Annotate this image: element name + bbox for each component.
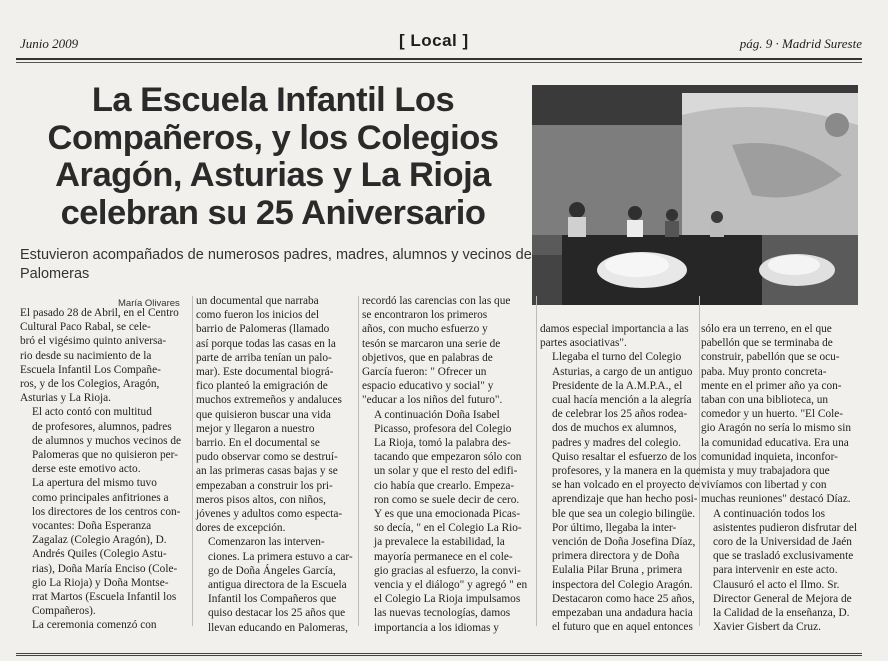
stage-illustration: [532, 85, 858, 305]
text-line: dos de muchos ex alumnos,: [552, 422, 677, 435]
text-line: padres y madres del colegio.: [552, 436, 681, 449]
text-line: años, con mucho esfuerzo y: [362, 323, 488, 336]
text-line: gio gracias al esfuerzo, la convi-: [374, 564, 521, 577]
text-line: inspectora del Colegio Aragón.: [552, 578, 693, 591]
text-line: empezaban a construir los pri-: [196, 479, 333, 492]
text-line: sólo era un terreno, en el que: [701, 323, 832, 335]
header-rule-thin: [16, 62, 862, 63]
article-paragraph: [20, 618, 188, 632]
text-line: gio Aragón no sería lo mismo sin: [701, 422, 851, 435]
text-line: ron como se suele decir de cero.: [374, 493, 520, 506]
text-line: antigua directora de la Escuela: [208, 579, 347, 592]
text-line: jóvenes y adultos como especta-: [196, 508, 343, 521]
headline-line: Aragón, Asturias y La Rioja: [55, 156, 491, 194]
text-line: Director General de Mejora de: [713, 592, 852, 605]
text-line: El acto contó con multitud: [32, 406, 152, 419]
text-line: Clausuró el acto el Ilmo. Sr.: [713, 578, 840, 591]
article-paragraph: [20, 405, 188, 476]
text-line: damos especial importancia a las: [540, 323, 689, 335]
article-paragraph: [362, 408, 534, 635]
text-line: pudo observar como se destruí-: [196, 451, 338, 464]
article-paragraph: [362, 294, 534, 408]
article-paragraph: [196, 535, 362, 634]
section-label: [ Local ]: [399, 31, 469, 50]
text-line: Por último, llegaba la inter-: [552, 521, 677, 534]
text-line: rrat Martos (Escuela Infantil los: [32, 591, 177, 604]
text-line: Eulalia Pilar Bruna , primera: [552, 564, 683, 577]
text-line: mar). Este documental biográ-: [196, 366, 334, 379]
text-line: paba. Muy pronto concreta-: [701, 365, 827, 378]
text-line: comedor y un huerto. "El Cole-: [701, 408, 844, 421]
text-line: así porque todas las casas en la: [196, 337, 336, 350]
text-line: que quisieron buscar una vida: [196, 408, 331, 421]
event-photo: [532, 85, 858, 305]
text-line: A continuación todos los: [713, 507, 826, 520]
text-line: El pasado 28 de Abril, en el Centro: [20, 307, 179, 319]
text-line: el Colegio La Rioja impulsamos: [374, 593, 521, 606]
text-line: taban con una biblioteca, un: [701, 394, 829, 407]
text-line: muchos extremeños y andaluces: [196, 394, 342, 407]
headline: [28, 82, 518, 232]
text-line: Asturias y La Rioja.: [20, 392, 111, 405]
text-line: tacando que empezaron sólo con: [374, 451, 522, 464]
text-line: espacio educativo y social" y: [362, 380, 494, 393]
text-line: la Calidad de la enseñanza, D.: [713, 607, 850, 620]
text-line: se han volcado en el proyecto de: [552, 479, 700, 492]
text-line: Picasso, profesora del Colegio: [374, 422, 512, 435]
article-column-3: [362, 294, 534, 635]
text-line: llevan educando en Palomeras,: [208, 621, 348, 634]
article-paragraph: [540, 521, 698, 635]
column-divider: [192, 296, 193, 626]
text-line: Compañeros).: [32, 605, 96, 618]
text-line: como fueron los inicios del: [196, 309, 319, 322]
text-line: Destacaron como hace 25 años,: [552, 592, 695, 605]
text-line: Llegaba el turno del Colegio: [552, 351, 682, 364]
text-line: Presidente de la A.M.P.A., el: [552, 379, 683, 392]
text-line: coro de la Universidad de Jaén: [713, 536, 852, 549]
text-line: empezaban una andadura hacia: [552, 607, 693, 620]
article-paragraph: [701, 322, 863, 507]
article-paragraph: [540, 322, 698, 350]
text-line: el futuro que en aquel entonces: [552, 621, 693, 634]
text-line: an las primeras casas bajas y se: [196, 465, 338, 478]
footer-rule: [16, 653, 862, 656]
text-line: Comenzaron las interven-: [208, 536, 325, 549]
text-line: La Rioja, tomó la palabra des-: [374, 437, 511, 450]
headline-line: La Escuela Infantil Los: [91, 81, 455, 119]
text-line: so decía, " en el Colegio La Rio-: [374, 522, 522, 535]
text-line: meros pisos altos, con niños,: [196, 493, 326, 506]
text-line: para intervenir en este acto.: [713, 564, 838, 577]
column-divider: [699, 296, 700, 626]
text-line: comunidad inquieta, inconfor-: [701, 450, 838, 463]
text-line: mayoría permanece en el cole-: [374, 550, 513, 563]
text-line: Y es que una emocionada Picas-: [374, 508, 521, 521]
text-line: ble que sea un colegio bilingüe.: [552, 507, 696, 520]
article-column-2: [196, 294, 362, 635]
text-line: dores de excepción.: [196, 522, 286, 535]
text-line: importancia a los idiomas y: [374, 621, 499, 634]
page-reference: pág. 9 · Madrid Sureste: [739, 36, 862, 51]
article-paragraph: [20, 476, 188, 618]
text-line: primera directora y de Doña: [552, 550, 680, 563]
text-line: cio había que crearlo. Empeza-: [374, 479, 515, 492]
text-line: derse este emotivo acto.: [32, 463, 141, 476]
text-line: go de Doña Ángeles García,: [208, 564, 336, 577]
article-paragraph: [20, 306, 188, 405]
text-line: Xavier Gisbert da Cruz.: [713, 621, 821, 634]
text-line: A continuación Doña Isabel: [374, 408, 500, 421]
text-line: La ceremonia comenzó con: [32, 619, 157, 632]
article-paragraph: [196, 294, 362, 535]
text-line: Quiso resaltar el esfuerzo de los: [552, 450, 697, 463]
text-line: los directores de los centros con-: [32, 505, 181, 518]
text-line: La apertura del mismo tuvo: [32, 477, 157, 490]
text-line: fico planteó la emigración de: [196, 380, 328, 393]
text-line: las nuevas tecnologías, damos: [374, 607, 511, 620]
text-line: tesón se marcaron una serie de: [362, 337, 501, 350]
text-line: mente en el primer año ya con-: [701, 379, 842, 392]
text-line: Zagalaz (Colegio Aragón), D.: [32, 534, 167, 547]
text-line: un documental que narraba: [196, 295, 319, 307]
text-line: Infantil los Compañeros que: [208, 593, 337, 606]
text-line: Asturias, a cargo de un antiguo: [552, 365, 693, 378]
text-line: ja prevalece la estabilidad, la: [374, 536, 505, 549]
text-line: Cultural Paco Rabal, se cele-: [20, 321, 151, 334]
article-paragraph: [540, 350, 701, 520]
headline-line: Compañeros, y los Colegios: [47, 118, 499, 157]
text-line: García fueron: " Ofrecer un: [362, 366, 487, 379]
text-line: rias), Doña María Enciso (Cole-: [32, 562, 178, 575]
text-line: gio La Rioja) y Doña Montse-: [32, 576, 169, 589]
subheadline: [20, 246, 532, 284]
text-line: se encontraron los primeros: [362, 309, 488, 322]
text-line: Andrés Quiles (Colegio Astu-: [32, 548, 167, 561]
article-column-1: [20, 306, 188, 633]
text-line: vención de Doña Josefina Díaz,: [552, 536, 696, 549]
article-paragraph: [701, 507, 863, 578]
text-line: profesores, y la manera en la que: [552, 465, 701, 478]
text-line: de celebrar los 25 años rodea-: [552, 408, 688, 421]
text-line: mista y muy trabajadora que: [701, 465, 830, 478]
subheadline-line: Palomeras: [20, 266, 90, 282]
text-line: de profesores, alumnos, padres: [32, 420, 172, 433]
byline: María Olivares: [118, 298, 180, 309]
text-line: quiso destacar los 25 años que: [208, 607, 346, 620]
text-line: vocantes: Doña Esperanza: [32, 520, 152, 533]
text-line: la comunidad educativa. Era una: [701, 436, 849, 449]
text-line: bró el vigésimo quinto aniversa-: [20, 335, 167, 348]
article-column-4: [540, 322, 701, 634]
text-line: objetivos, que en palabras de: [362, 351, 493, 364]
text-line: muchas reuniones" destacó Díaz.: [701, 493, 851, 506]
text-line: recordó las carencias con las que: [362, 295, 511, 307]
text-line: parte de arriba tenían un palo-: [196, 351, 332, 364]
text-line: ciones. La primera estuvo a car-: [208, 550, 353, 563]
text-line: como principales anfitriones a: [32, 491, 169, 504]
article-column-5: [701, 322, 863, 634]
text-line: aprendizaje que han hecho posi-: [552, 493, 698, 506]
text-line: barrio de Palomeras (llamado: [196, 323, 330, 336]
text-line: que se trasladó exclusivamente: [713, 550, 854, 563]
text-line: construir, pabellón que se ocu-: [701, 351, 840, 364]
text-line: asistentes pudieron disfrutar del: [713, 521, 857, 534]
text-line: cual hacía mención a la alegría: [552, 394, 692, 407]
text-line: de alumnos y muchos vecinos de: [32, 434, 182, 447]
text-line: partes asociativas".: [540, 337, 627, 350]
headline-line: celebran su 25 Aniversario: [60, 193, 486, 232]
text-line: rio desde su nacimiento de la: [20, 349, 152, 362]
text-line: mejor y llegaron a nuestro: [196, 422, 315, 435]
column-divider: [536, 296, 537, 626]
subheadline-line: Estuvieron acompañados de numerosos padres, madres, alumnos y vecinos de: [20, 247, 532, 263]
text-line: un solar y que el resto del edifi-: [374, 465, 518, 478]
text-line: vencia y el diálogo" y agregó " en: [374, 579, 528, 592]
header-rule: [16, 58, 862, 60]
text-line: Palomeras que no quisieron per-: [32, 449, 178, 462]
text-line: pabellón que se terminaba de: [701, 337, 833, 350]
text-line: vivíamos con libertad y con: [701, 479, 827, 492]
text-line: ros, y de los Colegios, Aragón,: [20, 378, 160, 391]
text-line: Escuela Infantil Los Compañe-: [20, 363, 161, 376]
issue-date: Junio 2009: [20, 36, 79, 51]
text-line: barrio. En el documental se: [196, 437, 320, 450]
text-line: "educar a los niños del futuro".: [362, 394, 503, 407]
article-paragraph: [701, 578, 863, 635]
